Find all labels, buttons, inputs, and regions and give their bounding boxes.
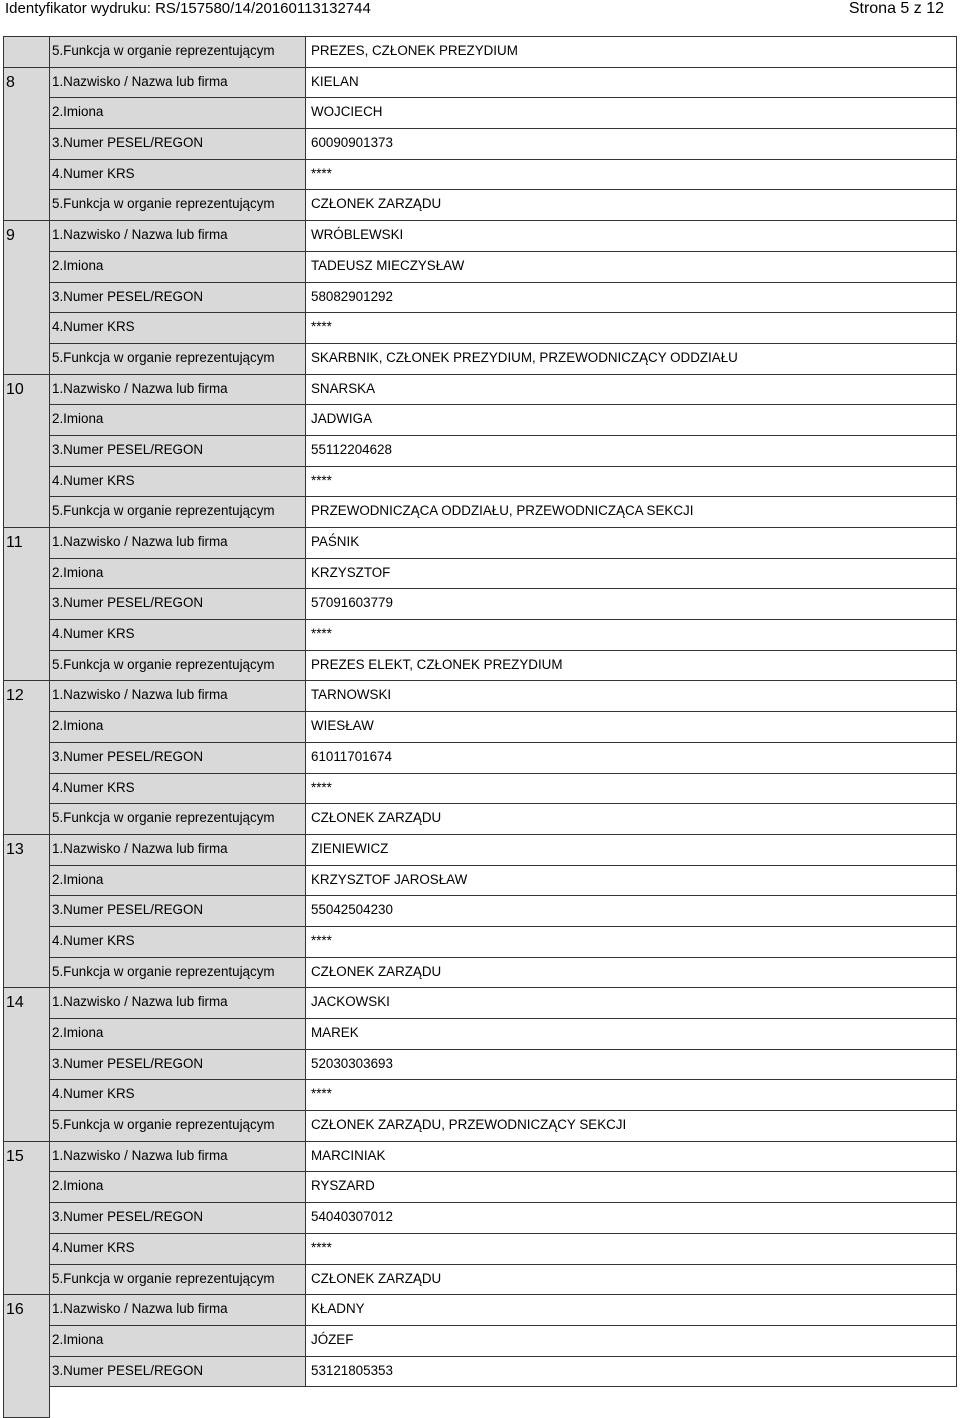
field-value-imiona: JADWIGA: [306, 404, 957, 435]
field-value-pesel: 58082901292: [306, 282, 957, 313]
field-value-pesel: 53121805353: [306, 1356, 957, 1387]
entry-number: 11: [6, 534, 23, 551]
table-row: [3, 220, 957, 251]
field-label: 4.Numer KRS: [50, 312, 306, 343]
table-row: [3, 650, 957, 681]
entry-number: 8: [6, 73, 15, 91]
table-row: [3, 1049, 957, 1080]
field-label: 5.Funkcja w organie reprezentującym: [50, 343, 306, 374]
entry-number-cell: [3, 588, 50, 619]
entry-number-cell: [3, 1264, 50, 1295]
field-value-nazwisko: PAŚNIK: [306, 527, 957, 558]
field-value: PREZES, CZŁONEK PREZYDIUM: [306, 36, 957, 67]
field-value-imiona: KRZYSZTOF JAROSŁAW: [306, 865, 957, 896]
field-value-nazwisko: TARNOWSKI: [306, 680, 957, 711]
entry-number-cell: [3, 527, 50, 558]
table-row: [3, 435, 957, 466]
field-label: 3.Numer PESEL/REGON: [50, 1202, 306, 1233]
table-row: [3, 1264, 957, 1295]
table-row: [3, 987, 957, 1018]
entry-number-cell: [3, 558, 50, 589]
entry-number-cell: [3, 312, 50, 343]
table-row: [3, 865, 957, 896]
field-value-nazwisko: KŁADNY: [306, 1294, 957, 1325]
field-value-pesel: 61011701674: [306, 742, 957, 773]
table-row: [3, 558, 957, 589]
table-row: [3, 1202, 957, 1233]
field-value-funkcja: CZŁONEK ZARZĄDU: [306, 803, 957, 834]
table-row: [3, 1110, 957, 1141]
table-row: [3, 374, 957, 405]
field-value-imiona: KRZYSZTOF: [306, 558, 957, 589]
entry-number: 14: [6, 994, 24, 1012]
table-row: [3, 466, 957, 497]
table-row: [3, 588, 957, 619]
entry-number-cell: [3, 1386, 50, 1418]
entry-number-cell: [3, 251, 50, 282]
entry-number-cell: [3, 895, 50, 926]
entry-number-cell: [3, 67, 50, 98]
field-value-krs: ****: [306, 773, 957, 804]
table-row: [3, 711, 957, 742]
table-row: [3, 1141, 957, 1172]
table-row: [3, 36, 957, 67]
field-label: 5.Funkcja w organie reprezentującym: [50, 36, 306, 67]
entry-number-cell: [3, 1141, 50, 1172]
table-bottom-strip: [3, 1386, 957, 1418]
entry-number: 10: [6, 380, 24, 398]
field-label: 1.Nazwisko / Nazwa lub firma: [50, 680, 306, 711]
field-value-krs: ****: [306, 619, 957, 650]
field-value-nazwisko: ZIENIEWICZ: [306, 834, 957, 865]
field-label: 1.Nazwisko / Nazwa lub firma: [50, 834, 306, 865]
field-value-nazwisko: JACKOWSKI: [306, 987, 957, 1018]
entry-number-cell: [3, 220, 50, 251]
table-row: [3, 1356, 957, 1387]
print-identifier: Identyfikator wydruku: RS/157580/14/20160113132744: [5, 0, 371, 17]
field-label: 2.Imiona: [50, 404, 306, 435]
table-row: [3, 834, 957, 865]
field-label: 2.Imiona: [50, 711, 306, 742]
table-row: [3, 773, 957, 804]
field-value-nazwisko: KIELAN: [306, 67, 957, 98]
field-label: 3.Numer PESEL/REGON: [50, 435, 306, 466]
entry-number-cell: [3, 404, 50, 435]
table-row: [3, 619, 957, 650]
field-label: 2.Imiona: [50, 865, 306, 896]
table-row: [3, 680, 957, 711]
field-label: 2.Imiona: [50, 1018, 306, 1049]
field-value-krs: ****: [306, 1233, 957, 1264]
field-label: 5.Funkcja w organie reprezentującym: [50, 1110, 306, 1141]
table-row: [3, 97, 957, 128]
field-value-pesel: 52030303693: [306, 1049, 957, 1080]
entry-number-cell: [3, 865, 50, 896]
entry-number-cell: [3, 1110, 50, 1141]
entry-number-cell: [3, 987, 50, 1018]
table-row: [3, 527, 957, 558]
table-bottom-border: [50, 1386, 957, 1418]
field-value-funkcja: SKARBNIK, CZŁONEK PREZYDIUM, PRZEWODNICZĄCY ODDZIAŁU: [306, 343, 957, 374]
table-row: [3, 128, 957, 159]
table-row: [3, 895, 957, 926]
field-value-pesel: 55042504230: [306, 895, 957, 926]
field-value-imiona: JÓZEF: [306, 1325, 957, 1356]
representatives-table: [3, 36, 957, 1418]
print-header: [0, 0, 960, 22]
table-row: [3, 742, 957, 773]
entry-number-cell: [3, 1171, 50, 1202]
entry-number-cell: [3, 773, 50, 804]
field-value-krs: ****: [306, 466, 957, 497]
field-value-funkcja: PREZES ELEKT, CZŁONEK PREZYDIUM: [306, 650, 957, 681]
table-row: [3, 1325, 957, 1356]
table-row: [3, 189, 957, 220]
field-value-pesel: 55112204628: [306, 435, 957, 466]
field-value-krs: ****: [306, 1079, 957, 1110]
field-label: 5.Funkcja w organie reprezentującym: [50, 189, 306, 220]
field-label: 4.Numer KRS: [50, 619, 306, 650]
table-row: [3, 1294, 957, 1325]
field-label: 1.Nazwisko / Nazwa lub firma: [50, 220, 306, 251]
field-label: 3.Numer PESEL/REGON: [50, 742, 306, 773]
table-row: [3, 957, 957, 988]
field-label: 1.Nazwisko / Nazwa lub firma: [50, 67, 306, 98]
entry-number-cell: [3, 834, 50, 865]
entry-number-cell: [3, 711, 50, 742]
entry-number: 9: [6, 227, 15, 245]
entry-number: 12: [6, 687, 24, 705]
field-value-pesel: 57091603779: [306, 588, 957, 619]
field-value-krs: ****: [306, 926, 957, 957]
field-label: 4.Numer KRS: [50, 466, 306, 497]
field-label: 5.Funkcja w organie reprezentującym: [50, 650, 306, 681]
field-value-funkcja: CZŁONEK ZARZĄDU: [306, 189, 957, 220]
entry-number-cell: [3, 1202, 50, 1233]
field-label: 4.Numer KRS: [50, 1079, 306, 1110]
field-label: 2.Imiona: [50, 1171, 306, 1202]
field-value-imiona: RYSZARD: [306, 1171, 957, 1202]
table-row: [3, 1233, 957, 1264]
table-row: [3, 343, 957, 374]
table-row: [3, 496, 957, 527]
field-label: 2.Imiona: [50, 251, 306, 282]
table-row: [3, 67, 957, 98]
entry-number-cell: [3, 343, 50, 374]
field-value-krs: ****: [306, 312, 957, 343]
field-value-pesel: 60090901373: [306, 128, 957, 159]
field-value-nazwisko: SNARSKA: [306, 374, 957, 405]
field-label: 3.Numer PESEL/REGON: [50, 895, 306, 926]
entry-number-cell: [3, 650, 50, 681]
field-value-funkcja: CZŁONEK ZARZĄDU, PRZEWODNICZĄCY SEKCJI: [306, 1110, 957, 1141]
field-label: 3.Numer PESEL/REGON: [50, 1049, 306, 1080]
field-label: 4.Numer KRS: [50, 159, 306, 190]
entry-number-cell: [3, 496, 50, 527]
entry-number-cell: [3, 282, 50, 313]
entry-number-cell: [3, 742, 50, 773]
entry-number-cell: [3, 803, 50, 834]
table-row: [3, 282, 957, 313]
page-number: Strona 5 z 12: [848, 0, 944, 17]
entry-number-cell: [3, 97, 50, 128]
field-label: 2.Imiona: [50, 1325, 306, 1356]
entry-number-cell: [3, 36, 50, 67]
table-row: [3, 159, 957, 190]
entry-number: 13: [6, 840, 24, 858]
field-value-funkcja: PRZEWODNICZĄCA ODDZIAŁU, PRZEWODNICZĄCA SEKCJI: [306, 496, 957, 527]
table-row: [3, 404, 957, 435]
table-row: [3, 251, 957, 282]
field-value-imiona: WIESŁAW: [306, 711, 957, 742]
field-value-imiona: TADEUSZ MIECZYSŁAW: [306, 251, 957, 282]
table-row: [3, 926, 957, 957]
field-label: 5.Funkcja w organie reprezentującym: [50, 803, 306, 834]
entry-number-cell: [3, 926, 50, 957]
field-value-nazwisko: MARCINIAK: [306, 1141, 957, 1172]
entry-number-cell: [3, 374, 50, 405]
table-row: [3, 803, 957, 834]
field-label: 2.Imiona: [50, 97, 306, 128]
field-label: 1.Nazwisko / Nazwa lub firma: [50, 1141, 306, 1172]
entry-number-cell: [3, 1325, 50, 1356]
entry-number-cell: [3, 1018, 50, 1049]
field-label: 5.Funkcja w organie reprezentującym: [50, 1264, 306, 1295]
field-value-pesel: 54040307012: [306, 1202, 957, 1233]
table-row: [3, 1079, 957, 1110]
entry-number-cell: [3, 466, 50, 497]
entry-number-cell: [3, 128, 50, 159]
field-label: 2.Imiona: [50, 558, 306, 589]
entry-number: 15: [6, 1147, 24, 1165]
field-value-krs: ****: [306, 159, 957, 190]
field-label: 5.Funkcja w organie reprezentującym: [50, 496, 306, 527]
table-row: [3, 312, 957, 343]
entry-number: 16: [6, 1301, 24, 1319]
entry-number-cell: [3, 1294, 50, 1325]
table-row: [3, 1171, 957, 1202]
entry-number-cell: [3, 189, 50, 220]
field-value-funkcja: CZŁONEK ZARZĄDU: [306, 957, 957, 988]
field-label: 5.Funkcja w organie reprezentującym: [50, 957, 306, 988]
field-label: 3.Numer PESEL/REGON: [50, 1356, 306, 1387]
field-label: 1.Nazwisko / Nazwa lub firma: [50, 527, 306, 558]
field-value-nazwisko: WRÓBLEWSKI: [306, 220, 957, 251]
entry-number-cell: [3, 1233, 50, 1264]
entry-number-cell: [3, 680, 50, 711]
field-label: 4.Numer KRS: [50, 1233, 306, 1264]
field-label: 3.Numer PESEL/REGON: [50, 588, 306, 619]
entry-number-cell: [3, 159, 50, 190]
field-value-imiona: WOJCIECH: [306, 97, 957, 128]
table-row: [3, 1018, 957, 1049]
field-label: 4.Numer KRS: [50, 926, 306, 957]
field-value-imiona: MAREK: [306, 1018, 957, 1049]
entry-number-cell: [3, 1049, 50, 1080]
field-label: 3.Numer PESEL/REGON: [50, 282, 306, 313]
field-label: 1.Nazwisko / Nazwa lub firma: [50, 374, 306, 405]
entry-number-cell: [3, 1356, 50, 1387]
entry-number-cell: [3, 957, 50, 988]
entry-number-cell: [3, 435, 50, 466]
field-label: 1.Nazwisko / Nazwa lub firma: [50, 1294, 306, 1325]
field-label: 1.Nazwisko / Nazwa lub firma: [50, 987, 306, 1018]
entry-number-cell: [3, 1079, 50, 1110]
field-value-funkcja: CZŁONEK ZARZĄDU: [306, 1264, 957, 1295]
field-label: 3.Numer PESEL/REGON: [50, 128, 306, 159]
field-label: 4.Numer KRS: [50, 773, 306, 804]
entry-number-cell: [3, 619, 50, 650]
